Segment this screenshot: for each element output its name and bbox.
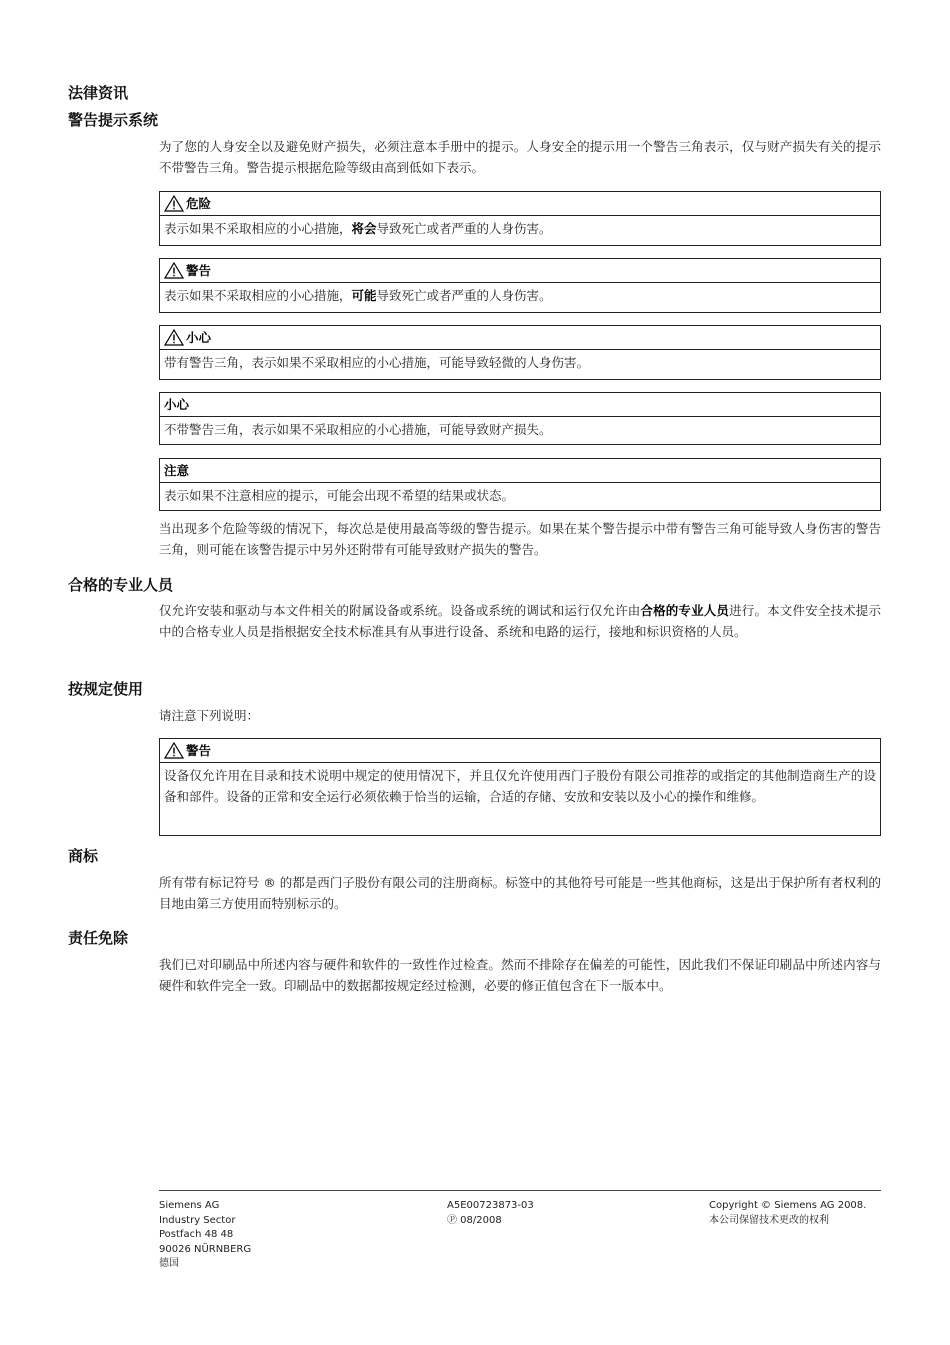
address-line: Siemens AG [159,1200,220,1211]
danger-title-row [160,192,880,216]
rights-text: 本公司保留技术更改的权利 [709,1214,829,1226]
caution-triangle-box [159,325,881,380]
address-line: Industry Sector [159,1214,236,1226]
warning-title: 警告 [186,263,212,278]
warning-triangle-icon [164,742,184,759]
use-warning-box [159,738,881,836]
caution-title: 小心 [160,393,880,417]
warning-text: 表示如果不采取相应的小心措施，可能导致死亡或者严重的人身伤害。 [164,288,552,303]
footer-rule [159,1190,881,1191]
trademark-paragraph: 所有带有标记符号 ® 的都是西门子股份有限公司的注册商标。标签中的其他符号可能是一些其他商标，这是出于保护所有者权利的 目地由第三方使用而特别标示的。 [159,875,881,911]
footer-document [447,1199,534,1228]
heading-proper-use: 按规定使用 [68,680,144,698]
use-warning-title-row [160,739,880,763]
qualified-paragraph: 仅允许安装和驱动与本文件相关的附属设备或系统。设备或系统的调试和运行仅允许由合格的专业人员进行。本文件安全技术提示中的合格专业人员是指根据安全技术标准具有从事进行设备、系统和电路的运行，接地和标识资格的人员。 [159,603,881,639]
danger-text: 表示如果不采取相应的小心措施，将会导致死亡或者严重的人身伤害。 [164,221,552,236]
caution-box [159,392,881,445]
address-line: Postfach 48 48 [159,1229,234,1240]
danger-box [159,191,881,246]
address-line: 90026 NÜRNBERG [159,1243,252,1255]
heading-trademark: 商标 [68,847,99,865]
notice-text: 表示如果不注意相应的提示，可能会出现不希望的结果或状态。 [164,488,515,503]
heading-disclaimer: 责任免除 [68,929,129,947]
warning-box [159,258,881,313]
notice-title: 注意 [160,459,880,483]
caution-triangle-text: 带有警告三角，表示如果不采取相应的小心措施，可能导致轻微的人身伤害。 [164,355,590,370]
heading-qualified: 合格的专业人员 [68,576,174,594]
warning-triangle-icon [164,329,184,346]
caution-text: 不带警告三角，表示如果不采取相应的小心措施，可能导致财产损失。 [164,422,552,437]
use-warning-title: 警告 [186,743,212,758]
document-date: Ⓟ 08/2008 [447,1214,502,1226]
warning-triangle-icon [164,195,184,212]
notice-box [159,458,881,511]
danger-title: 危险 [186,196,212,211]
caution-triangle-title-row [160,326,880,350]
warning-triangle-icon [164,262,184,279]
multi-level-paragraph: 当出现多个危险等级的情况下，每次总是使用最高等级的警告提示。如果在某个警告提示中带有警告三角可能导致人身伤害的警告三角，则可能在该警告提示中另外还附带有可能导致财产损失的警告。 [159,521,881,557]
caution-triangle-title: 小心 [186,330,212,345]
warning-title-row [160,259,880,283]
proper-use-intro: 请注意下列说明： [159,708,260,723]
document-number: A5E00723873-03 [447,1200,534,1211]
copyright-text: Copyright © Siemens AG 2008. [709,1200,867,1211]
footer-copyright [709,1199,866,1228]
address-line: 德国 [159,1258,179,1269]
use-warning-text: 设备仅允许用在目录和技术说明中规定的使用情况下，并且仅允许使用西门子股份有限公司推荐的或指定的其他制造商生产的设备和部件。设备的正常和安全运行必须依赖于恰当的运输，合适的存储、安放和安装以及小心的操作和维修。 [164,768,876,804]
intro-paragraph: 为了您的人身安全以及避免财产损失，必须注意本手册中的提示。人身安全的提示用一个警告三角表示，仅与财产损失有关的提示不带警告三角。警告提示根据危险等级由高到低如下表示。 [159,139,881,175]
heading-legal: 法律资讯 [68,84,129,102]
disclaimer-paragraph: 我们已对印刷品中所述内容与硬件和软件的一致性作过检查。然而不排除存在偏差的可能性，因此我们不保证印刷品中所述内容与硬件和软件完全一致。印刷品中的数据都按规定经过检测，必要的修正值包含在下一版本中。 [159,957,881,993]
footer-address [159,1199,251,1272]
heading-warning-system: 警告提示系统 [68,111,159,129]
